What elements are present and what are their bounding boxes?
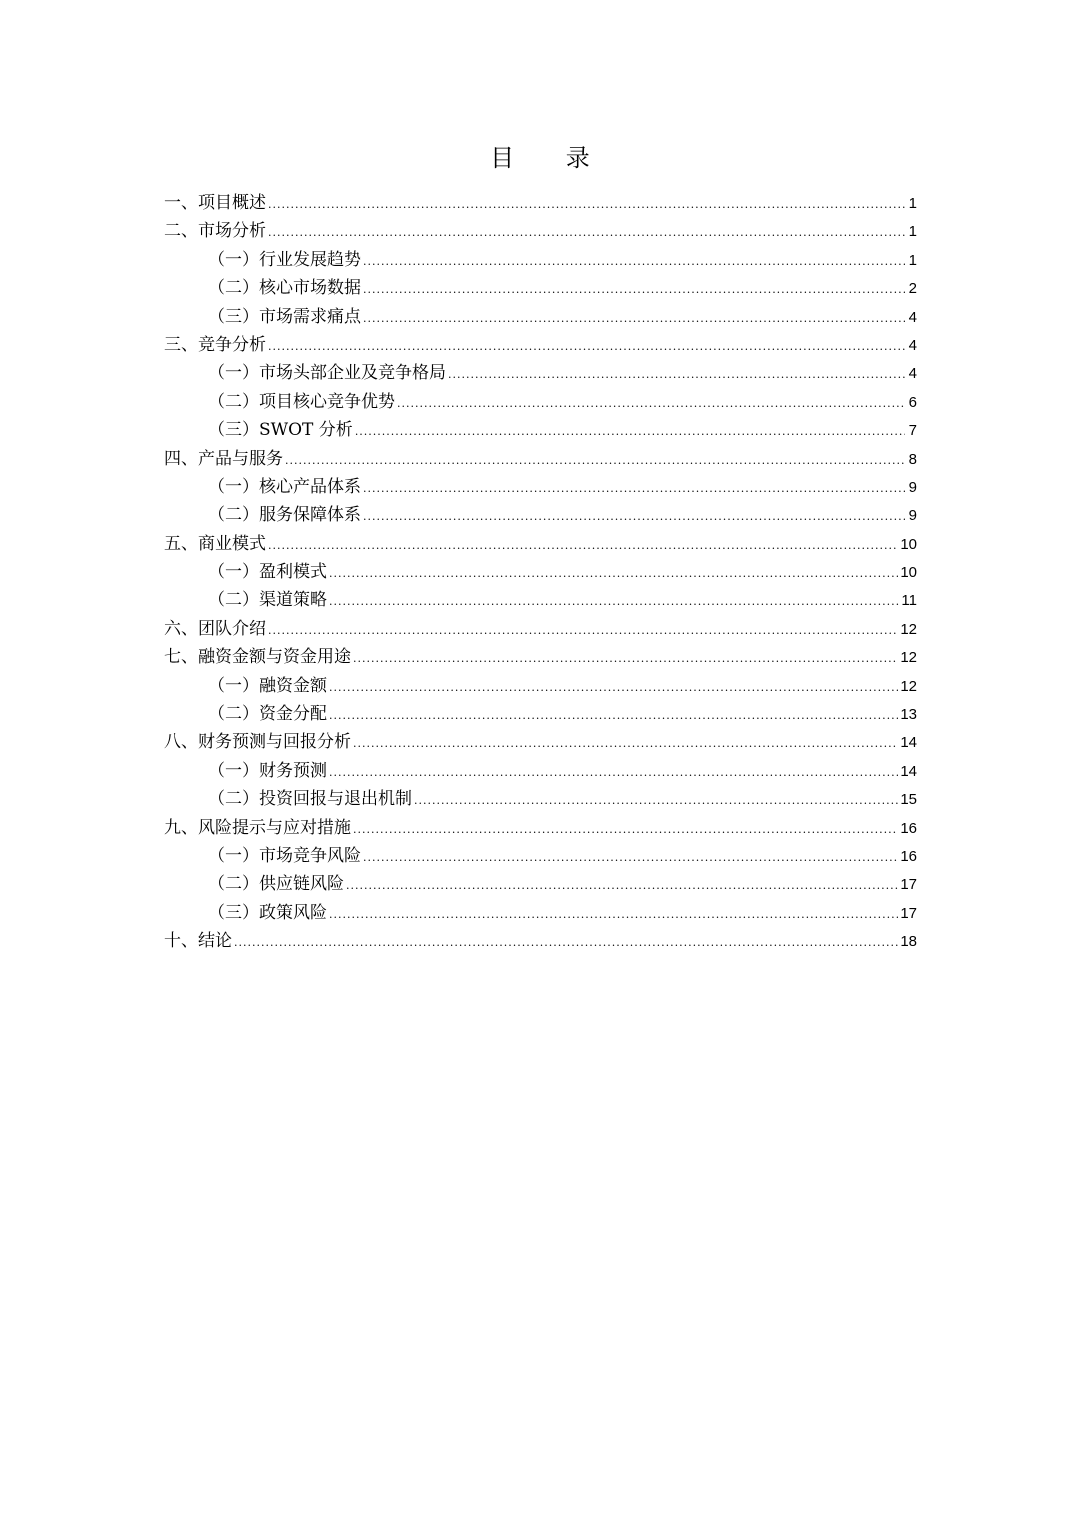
toc-page-number: 11 <box>901 592 917 610</box>
toc-page-number: 14 <box>900 762 917 780</box>
toc-page-number: 17 <box>900 904 917 922</box>
toc-dot-leader <box>268 333 905 361</box>
toc-entry[interactable] <box>164 615 917 643</box>
toc-entry[interactable] <box>164 246 917 274</box>
toc-dot-leader <box>353 730 898 758</box>
toc-page-number: 9 <box>908 507 917 525</box>
toc-page-number: 12 <box>900 677 917 695</box>
toc-entry-title: （二）投资回报与退出机制 <box>208 789 412 810</box>
toc-entry[interactable] <box>164 586 917 614</box>
toc-entry[interactable] <box>164 217 917 245</box>
toc-entry-title: （一）市场头部企业及竞争格局 <box>208 363 446 384</box>
toc-dot-leader <box>363 276 905 304</box>
toc-dot-leader <box>363 305 905 333</box>
toc-page-number: 10 <box>900 564 917 582</box>
toc-page-number: 17 <box>900 876 917 894</box>
toc-entry-title: 四、产品与服务 <box>164 448 283 469</box>
toc-page-number: 9 <box>908 478 917 496</box>
toc-title: 目 录 <box>490 144 612 172</box>
toc-entry-title: 五、商业模式 <box>164 533 266 554</box>
toc-page-number: 12 <box>900 620 917 638</box>
toc-page-number: 18 <box>900 933 917 951</box>
toc-entry[interactable] <box>164 785 917 813</box>
toc-dot-leader <box>363 475 905 503</box>
toc-page-number: 16 <box>900 819 917 837</box>
toc-page-number: 16 <box>900 847 917 865</box>
toc-dot-leader <box>268 532 898 560</box>
toc-dot-leader <box>268 617 898 645</box>
toc-entry-title: （二）渠道策略 <box>208 590 327 611</box>
toc-entry-title: 二、市场分析 <box>164 221 266 242</box>
toc-dot-leader <box>363 844 898 872</box>
toc-entry-title: （二）核心市场数据 <box>208 278 361 299</box>
toc-page-number: 1 <box>908 195 917 212</box>
toc-entry-title: 十、结论 <box>164 931 232 952</box>
toc-dot-leader <box>329 560 898 588</box>
toc-entry[interactable] <box>164 899 917 927</box>
toc-entry-title: （二）资金分配 <box>208 704 327 725</box>
toc-entry[interactable] <box>164 388 917 416</box>
toc-page-number: 4 <box>908 336 917 354</box>
toc-dot-leader <box>353 645 898 673</box>
toc-entry[interactable] <box>164 558 917 586</box>
toc-entry-title: （一）市场竞争风险 <box>208 845 361 866</box>
toc-page-number: 7 <box>908 422 917 440</box>
toc-entry-title: （三）市场需求痛点 <box>208 306 361 327</box>
toc-entry[interactable] <box>164 643 917 671</box>
toc-dot-leader <box>268 219 905 247</box>
toc-entry-title: 九、风险提示与应对措施 <box>164 817 351 838</box>
toc-entry[interactable] <box>164 359 917 387</box>
toc-dot-leader <box>346 872 898 900</box>
toc-page-number: 2 <box>908 280 917 298</box>
toc-entry[interactable] <box>164 501 917 529</box>
toc-dot-leader <box>268 191 905 219</box>
toc-dot-leader <box>329 901 898 929</box>
toc-entry-title: （一）融资金额 <box>208 675 327 696</box>
toc-entry[interactable] <box>164 445 917 473</box>
toc-page-number: 4 <box>908 365 917 383</box>
toc-dot-leader <box>234 929 898 957</box>
toc-dot-leader <box>448 361 905 389</box>
toc-entry[interactable] <box>164 814 917 842</box>
toc-page-number: 13 <box>900 706 917 724</box>
table-of-contents <box>164 189 917 956</box>
toc-entry[interactable] <box>164 700 917 728</box>
toc-entry-title: （三）政策风险 <box>208 902 327 923</box>
toc-entry-title: 三、竞争分析 <box>164 334 266 355</box>
toc-entry[interactable] <box>164 303 917 331</box>
toc-dot-leader <box>329 674 898 702</box>
toc-entry[interactable] <box>164 473 917 501</box>
toc-entry[interactable] <box>164 274 917 302</box>
toc-dot-leader <box>414 787 898 815</box>
toc-entry-title: （二）项目核心竞争优势 <box>208 391 395 412</box>
toc-page-number: 14 <box>900 734 917 752</box>
toc-page-number: 4 <box>908 308 917 326</box>
toc-entry[interactable] <box>164 530 917 558</box>
toc-dot-leader <box>363 248 905 276</box>
toc-page-number: 1 <box>908 251 917 269</box>
toc-entry-title: （二）服务保障体系 <box>208 505 361 526</box>
toc-dot-leader <box>397 390 905 418</box>
toc-dot-leader <box>329 588 899 616</box>
toc-entry[interactable] <box>164 870 917 898</box>
toc-page-number: 6 <box>908 393 917 411</box>
toc-entry[interactable] <box>164 416 917 444</box>
toc-entry-title: （一）财务预测 <box>208 760 327 781</box>
toc-entry-title: （三）SWOT 分析 <box>208 420 353 441</box>
toc-entry[interactable] <box>164 757 917 785</box>
toc-entry[interactable] <box>164 927 917 955</box>
toc-entry-title: 一、项目概述 <box>164 193 266 213</box>
toc-page-number: 10 <box>900 535 917 553</box>
toc-page-number: 12 <box>900 649 917 667</box>
toc-entry-title: 七、融资金额与资金用途 <box>164 647 351 668</box>
toc-entry[interactable] <box>164 842 917 870</box>
toc-dot-leader <box>329 759 898 787</box>
toc-page-number: 15 <box>900 791 917 809</box>
toc-entry[interactable] <box>164 672 917 700</box>
toc-entry[interactable] <box>164 728 917 756</box>
toc-entry[interactable] <box>164 189 917 217</box>
toc-entry-title: （一）行业发展趋势 <box>208 249 361 270</box>
toc-dot-leader <box>363 503 905 531</box>
toc-entry-title: （一）核心产品体系 <box>208 476 361 497</box>
toc-dot-leader <box>353 816 898 844</box>
toc-entry-title: 八、财务预测与回报分析 <box>164 732 351 753</box>
toc-page-number: 8 <box>908 450 917 468</box>
toc-entry[interactable] <box>164 331 917 359</box>
toc-dot-leader <box>285 447 905 475</box>
toc-page-number: 1 <box>908 223 917 241</box>
toc-entry-title: （二）供应链风险 <box>208 874 344 895</box>
toc-dot-leader <box>329 702 898 730</box>
toc-entry-title: （一）盈利模式 <box>208 562 327 583</box>
toc-dot-leader <box>355 418 905 446</box>
toc-entry-title: 六、团队介绍 <box>164 618 266 639</box>
